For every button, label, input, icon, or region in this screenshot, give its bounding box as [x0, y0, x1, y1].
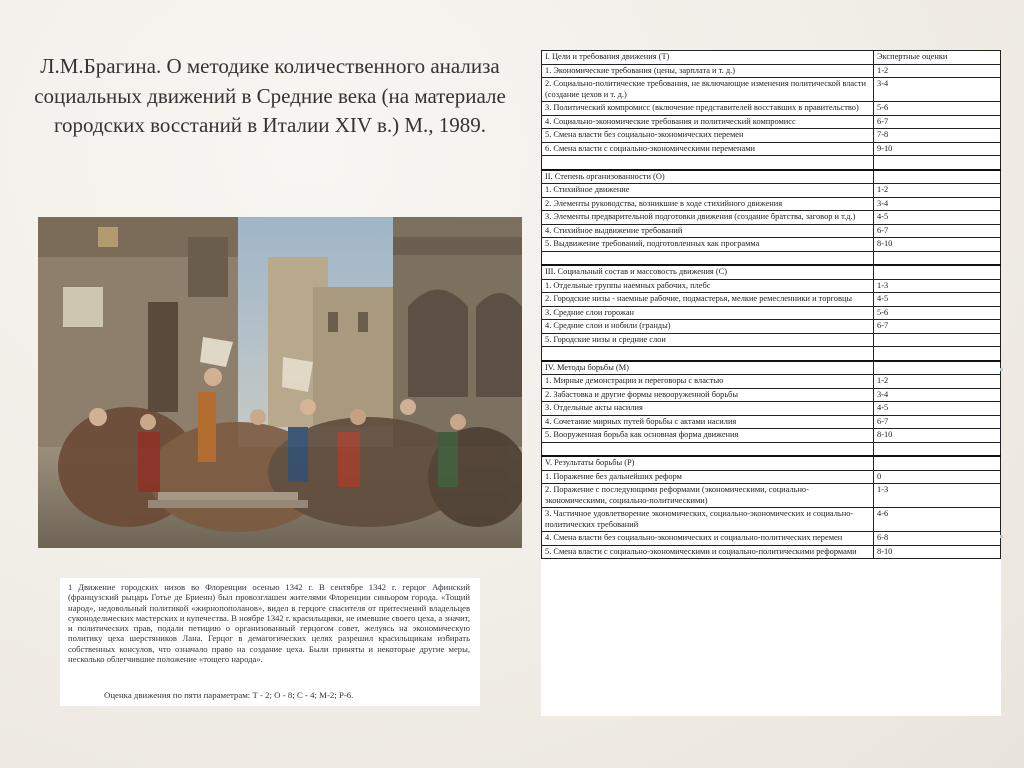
expert-score-cell: 4-5	[874, 293, 1001, 307]
expert-score-cell: 5-6	[874, 306, 1001, 320]
criteria-description-cell: 3. Отдельные акты насилия	[542, 402, 874, 416]
criteria-description-cell: 1. Мирные демонстрации и переговоры с властью	[542, 375, 874, 389]
criteria-spacer-row	[542, 347, 1001, 361]
criteria-description-cell: 2. Социально-политические требования, не включающие изменения политической власти (создание цехов и т. д.)	[542, 78, 874, 102]
criteria-description-cell: IV. Методы борьбы (М)	[542, 361, 874, 375]
criteria-description-cell: 5. Смена власти без социально-экономических перемен	[542, 129, 874, 143]
expert-score-cell: 1-3	[874, 279, 1001, 293]
criteria-description-cell: 4. Смена власти без социально-экономических и социально-политических перемен	[542, 532, 874, 546]
expert-score-cell: 6-7	[874, 320, 1001, 334]
criteria-row	[542, 532, 1001, 546]
criteria-description-cell: 5. Городские низы и средние слои	[542, 333, 874, 347]
criteria-table	[541, 50, 1001, 559]
criteria-row	[542, 470, 1001, 484]
expert-score-cell: 7-8	[874, 129, 1001, 143]
expert-score-cell	[874, 456, 1001, 470]
expert-score-cell	[874, 251, 1001, 265]
criteria-spacer-row	[542, 442, 1001, 456]
expert-score-cell: 3-4	[874, 78, 1001, 102]
criteria-description-cell: 3. Частичное удовлетворение экономических, социально-экономических и социально-политических требований	[542, 508, 874, 532]
expert-score-cell	[874, 361, 1001, 375]
expert-score-cell: 1-2	[874, 184, 1001, 198]
expert-score-cell: 6-8	[874, 532, 1001, 546]
criteria-description-cell	[542, 251, 874, 265]
criteria-description-cell: 4. Средние слои и нобили (гранды)	[542, 320, 874, 334]
expert-score-cell: 9-10	[874, 142, 1001, 156]
criteria-description-cell: 4. Сочетание мирных путей борьбы с актами насилия	[542, 415, 874, 429]
expert-score-cell	[874, 442, 1001, 456]
expert-score-cell: 8-10	[874, 429, 1001, 443]
event-description-text: 1 Движение городских низов во Флоренции осенью 1342 г. В сентябре 1342 г. герцог Афинский (французский рыцарь Готье де Бриенн) был провозглашен жителями Флоренции синьором города. «Тощий народ», недовольный политикой «жирнопополанов», видел в герцоге спасителя от притеснений владельцев суконодельческих мастерских и купечества. В ноябре 1342 г. красильщики, не имевшие своего цеха, а значит, и политических прав, подали петицию о организованный герцогом совет, желуясь на экономическую политику цеха шерстяников Лана. Герцог в демагогических целях разрешил красильщикам избирать собственных консулов, что означало право на создание цеха. Были приняты и некоторые другие меры, несколько облегчившие положение «тощего народа».	[68, 582, 470, 665]
criteria-description-cell: 2. Элементы руководства, возникшие в ходе стихийного движения	[542, 197, 874, 211]
expert-score-cell	[874, 156, 1001, 170]
expert-score-cell: 1-3	[874, 484, 1001, 508]
criteria-row	[542, 545, 1001, 559]
expert-score-cell: 5-6	[874, 102, 1001, 116]
criteria-description-cell: 3. Политический компромисс (включение представителей восставших в правительство)	[542, 102, 874, 116]
criteria-description-cell: 2. Городские низы - наемные рабочие, подмастерья, мелкие ремесленники и торговцы	[542, 293, 874, 307]
criteria-row	[542, 197, 1001, 211]
criteria-row	[542, 115, 1001, 129]
uprising-painting	[38, 217, 522, 548]
criteria-description-cell: 3. Средние слои горожан	[542, 306, 874, 320]
criteria-group-header-row	[542, 51, 1001, 65]
criteria-spacer-row	[542, 156, 1001, 170]
criteria-description-cell	[542, 347, 874, 361]
criteria-row	[542, 320, 1001, 334]
criteria-group-header-row	[542, 170, 1001, 184]
criteria-description-cell: 5. Вооруженная борьба как основная форма движения	[542, 429, 874, 443]
criteria-row	[542, 238, 1001, 252]
criteria-group-header-row	[542, 456, 1001, 470]
criteria-row	[542, 415, 1001, 429]
expert-score-cell: 1-2	[874, 375, 1001, 389]
expert-score-cell: 3-4	[874, 388, 1001, 402]
criteria-row	[542, 306, 1001, 320]
criteria-row	[542, 293, 1001, 307]
criteria-description-cell: 5. Выдвижение требований, подготовленных как программа	[542, 238, 874, 252]
event-score-line: Оценка движения по пяти параметрам: Т - 2; О - 8; С - 4; М-2; Р-6.	[104, 690, 354, 700]
expert-score-cell: 1-2	[874, 64, 1001, 78]
criteria-description-cell: I. Цели и требования движения (Т)	[542, 51, 874, 65]
painting-image	[38, 217, 522, 548]
expert-score-cell: 6-7	[874, 115, 1001, 129]
criteria-row	[542, 184, 1001, 198]
criteria-description-cell: 5. Смена власти с социально-экономическими и социально-политическими реформами	[542, 545, 874, 559]
expert-score-cell: 6-7	[874, 415, 1001, 429]
criteria-description-cell: 2. Забастовка и другие формы невооруженной борьбы	[542, 388, 874, 402]
expert-score-cell	[874, 170, 1001, 184]
expert-score-cell: 4-5	[874, 402, 1001, 416]
criteria-description-cell: 1. Поражение без дальнейших реформ	[542, 470, 874, 484]
expert-score-cell	[874, 265, 1001, 279]
criteria-description-cell: 4. Социально-экономические требования и политический компромисс	[542, 115, 874, 129]
decor-dot	[1000, 535, 1003, 538]
criteria-row	[542, 388, 1001, 402]
criteria-description-cell: 1. Отдельные группы наемных рабочих, плебс	[542, 279, 874, 293]
criteria-description-cell: III. Социальный состав и массовость движения (С)	[542, 265, 874, 279]
criteria-row	[542, 429, 1001, 443]
criteria-description-cell: V. Результаты борьбы (Р)	[542, 456, 874, 470]
criteria-row	[542, 508, 1001, 532]
criteria-row	[542, 78, 1001, 102]
criteria-description-cell: 1. Стихийное движение	[542, 184, 874, 198]
criteria-row	[542, 129, 1001, 143]
criteria-description-cell: 6. Смена власти с социально-экономическими переменами	[542, 142, 874, 156]
criteria-description-cell: 4. Стихийное выдвижение требований	[542, 224, 874, 238]
criteria-group-header-row	[542, 361, 1001, 375]
expert-score-cell	[874, 333, 1001, 347]
event-description-panel	[60, 578, 480, 706]
criteria-description-cell: 2. Поражение с последующими реформами (экономическими, социально-экономическими, социально-политическими)	[542, 484, 874, 508]
criteria-row	[542, 64, 1001, 78]
criteria-row	[542, 279, 1001, 293]
expert-score-cell: 4-6	[874, 508, 1001, 532]
criteria-description-cell: 1. Экономические требования (цены, зарплата и т. д.)	[542, 64, 874, 78]
expert-score-cell: Экспертные оценки	[874, 51, 1001, 65]
criteria-row	[542, 211, 1001, 225]
criteria-description-cell	[542, 156, 874, 170]
expert-score-cell: 3-4	[874, 197, 1001, 211]
expert-score-cell	[874, 347, 1001, 361]
criteria-row	[542, 402, 1001, 416]
criteria-row	[542, 333, 1001, 347]
expert-score-cell: 6-7	[874, 224, 1001, 238]
expert-score-cell: 0	[874, 470, 1001, 484]
decor-dot	[1000, 368, 1003, 371]
criteria-row	[542, 375, 1001, 389]
criteria-spacer-row	[542, 251, 1001, 265]
slide-title: Л.М.Брагина. О методике количественного анализа социальных движений в Средние века (на материале городских восстаний в Италии XIV в.) М., 1989.	[34, 54, 506, 137]
expert-score-cell: 8-10	[874, 545, 1001, 559]
criteria-row	[542, 102, 1001, 116]
criteria-row	[542, 484, 1001, 508]
criteria-description-cell: 3. Элементы предварительной подготовки движения (создание братства, заговор и т.д.)	[542, 211, 874, 225]
expert-score-cell: 8-10	[874, 238, 1001, 252]
criteria-description-cell	[542, 442, 874, 456]
expert-score-cell: 4-5	[874, 211, 1001, 225]
criteria-group-header-row	[542, 265, 1001, 279]
criteria-description-cell: II. Степень организованности (О)	[542, 170, 874, 184]
criteria-row	[542, 142, 1001, 156]
criteria-table-panel	[541, 50, 1001, 716]
criteria-row	[542, 224, 1001, 238]
